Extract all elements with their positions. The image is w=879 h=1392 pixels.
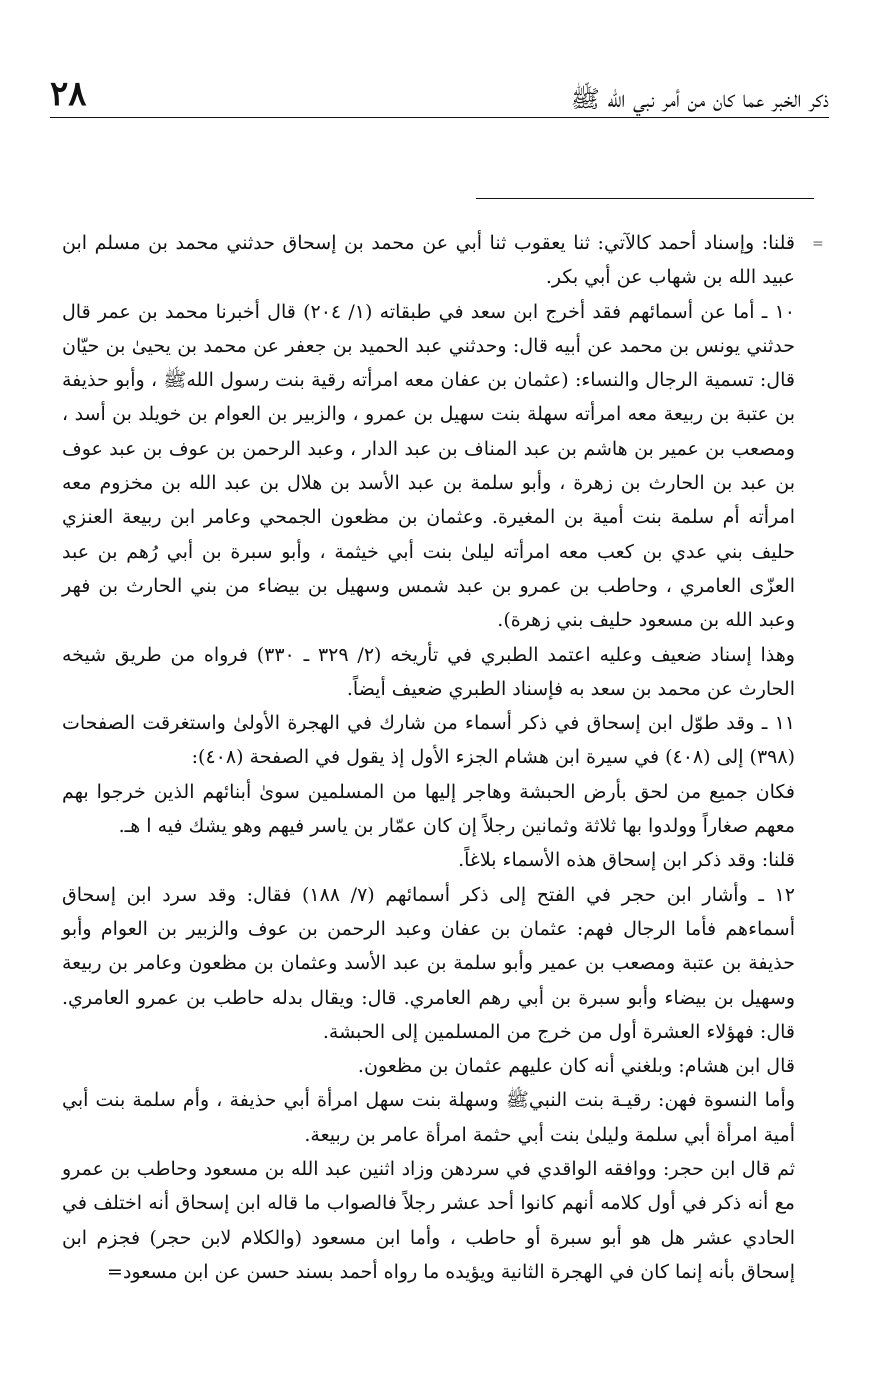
paragraph: وأما النسوة فهن: رقيـة بنت النبيﷺ وسهلة بنت سهل امرأة أبي حذيفة ، وأم سلمة بنت أبي أمية امرأة أبي سلمة وليلىٰ بنت أبي حثمة امرأة عامر بن ربيعة. [62,1089,795,1146]
paragraph: فكان جميع من لحق بأرض الحبشة وهاجر إليها من المسلمين سوىٰ أبنائهم الذين خرجوا بهم معهم صغاراً وولدوا بها ثلاثة وثمانين رجلاً إن كان عمّار بن ياسر فيهم وهو يشك فيه ا هـ. [62,780,795,838]
paragraph: قال ابن هشام: وبلغني أنه كان عليهم عثمان بن مظعون. [357,1055,795,1078]
footnote-body [62,226,795,1289]
paragraph: قلنا: وقد ذكر ابن إسحاق هذه الأسماء بلاغاً. [458,849,795,872]
continuation-mark: = [812,236,824,252]
paragraph: ثم قال ابن حجر: ووافقه الواقدي في سردهن وزاد اثنين عبد الله بن مسعود وحاطب بن عمرو مع أنه ذكر في أول كلامه أنهم كانوا أحد عشر رجلاً فالصواب ما قاله ابن إسحاق أنه اختلف في الحادي عشر هل هو أبو سبرة أو حاطب ، وأما ابن مسعود (والكلام لابن حجر) فجزم ابن إسحاق بأنه إنما كان في الهجرة الثانية ويؤيده ما رواه أحمد بسند حسن عن ابن مسعود= [62,1158,795,1283]
paragraph: وهذا إسناد ضعيف وعليه اعتمد الطبري في تأريخه (٢/ ٣٢٩ ـ ٣٣٠) فرواه من طريق شيخه الحارث عن محمد بن سعد به فإسناد الطبري ضعيف أيضاً. [62,643,795,700]
paragraph: قلنا: وإسناد أحمد كالآتي: ثنا يعقوب ثنا أبي عن محمد بن إسحاق حدثني محمد بن مسلم ابن عبيد الله بن شهاب عن أبي بكر. [62,232,795,289]
page-header [50,70,829,118]
footnote-separator [476,198,814,199]
paragraph: ١٠ ـ أما عن أسمائهم فقد أخرج ابن سعد في طبقاته (١/ ٢٠٤) قال أخبرنا محمد بن عمر قال حدثني يونس بن محمد عن أبيه قال: وحدثني عبد الحميد بن جعفر عن محمد بن يحيىٰ بن حيّان قال: تسمية الرجال والنساء: (عثمان بن عفان معه امرأته رقية بنت رسول اللهﷺ ، وأبو حذيفة بن عتبة بن ربيعة معه امرأته سهلة بنت سهيل بن عمرو ، والزبير بن العوام بن خويلد بن أسد ، ومصعب بن عمير بن هاشم بن عبد المناف بن عبد الدار ، وعبد الرحمن بن عوف بن عبد عوف بن عبد بن الحارث بن زهرة ، وأبو سلمة بن عبد الأسد بن هلال بن عبد الله بن مخزوم معه امرأته أم سلمة بنت أمية بن المغيرة. وعثمان بن مظعون الجمحي وعامر ابن ربيعة العنزي حليف بني عدي بن كعب معه امرأته ليلىٰ بنت أبي خيثمة ، وأبو سبرة بن أبي رُهم بن عبد العزّى العامري ، وحاطب بن عمرو بن عبد شمس وسهيل بن بيضاء من بني الحارث بن فهر وعبد الله بن مسعود حليف بني زهرة). [62,300,795,632]
page-number: ٢٨ [50,74,87,114]
paragraph: ١٢ ـ وأشار ابن حجر في الفتح إلى ذكر أسمائهم (٧/ ١٨٨) فقال: وقد سرد ابن إسحاق أسماءهم فأما الرجال فهم: عثمان بن عفان وعبد الرحمن بن عوف والزبير بن العوام وأبو حذيفة بن عتبة ومصعب بن عمير وأبو سلمة بن عبد الأسد وعثمان بن مظعون وعامر بن ربيعة وسهيل بن بيضاء وأبو سبرة بن أبي رهم العامري. قال: ويقال بدله حاطب بن عمرو العامري. قال: فهؤلاء العشرة أول من خرج من المسلمين إلى الحبشة. [62,883,796,1043]
running-title: ذكر الخبر عما كان من أمر نبي الله ﷺ [570,85,829,113]
paragraph: ١١ ـ وقد طوّل ابن إسحاق في ذكر أسماء من شارك في الهجرة الأولىٰ واستغرقت الصفحات (٣٩٨) إلى (٤٠٨) في سيرة ابن هشام الجزء الأول إذ يقول في الصفحة (٤٠٨): [62,712,795,769]
